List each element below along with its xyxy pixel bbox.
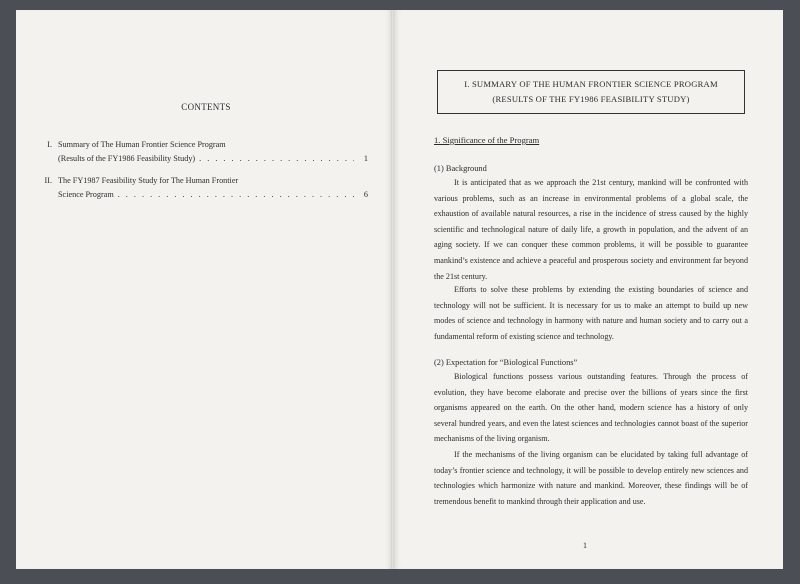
paragraph-biological-1: Biological functions possess various outstanding features. Through the process of evolution, they have become elaborate and precise over the billions of years since the first organisms appeared on the earth. On the other hand, modern science has a history of only several hundred years, and even the latest sciences and technologies cannot boast of the superior mechanisms of the living organism.: [434, 372, 748, 444]
toc-leader-dots: [199, 152, 354, 166]
chapter-title-line2: (RESULTS OF THE FY1986 FEASIBILITY STUDY): [492, 94, 690, 104]
contents-title: CONTENTS: [181, 102, 231, 112]
toc-page-number: 6: [363, 189, 368, 199]
page-number: 1: [583, 541, 587, 550]
toc-title-line: The FY1987 Feasibility Study for The Human Frontier: [58, 176, 239, 185]
toc-leader-dots: [118, 188, 354, 202]
toc-title-line: Science Program: [58, 189, 114, 199]
chapter-title-box: [437, 70, 745, 114]
paragraph-background-2: Efforts to solve these problems by extending the existing boundaries of science and technology will not be sufficient. It is necessary for us to make an attempt to build up new modes of science and technology in harmony with nature and human society and to carry out a fundamental reform of existing science and technology.: [434, 285, 748, 341]
toc-number: II.: [44, 176, 52, 185]
toc-page-number: 1: [363, 153, 368, 163]
paragraph-background-1: It is anticipated that as we approach the 21st century, mankind will be confronted with various problems, such as an increase in environmental problems of a global scale, the exhaustion of available natural resources, a rise in the incidence of stress caused by the highly scientific and technological nature of daily life, a growth in population, and the advent of an aging society. If we can conquer these common problems, it will be possible to guarantee mankind’s existence and achieve a peaceful and prosperous society and environment far beyond the 21st century.: [434, 178, 748, 281]
subsection-heading-background: (1) Background: [434, 164, 487, 173]
paragraph-biological-2: If the mechanisms of the living organism can be elucidated by taking full advantage of today’s frontier science and technology, it will be possible to develop entirely new sciences and technologies which harmonize with nature and mankind. Moreover, these findings will be of tremendous benefit to mankind through their application and use.: [434, 450, 748, 506]
right-page: [393, 10, 783, 569]
chapter-title-line1: I. SUMMARY OF THE HUMAN FRONTIER SCIENCE PROGRAM: [464, 79, 718, 89]
section-heading: 1. Significance of the Program: [434, 135, 540, 145]
subsection-heading-biological-functions: (2) Expectation for “Biological Functions”: [434, 358, 578, 367]
toc-title-line: (Results of the FY1986 Feasibility Study): [58, 153, 196, 163]
toc-number: I.: [47, 140, 52, 149]
left-page: [16, 10, 393, 569]
toc-title-line: Summary of The Human Frontier Science Program: [58, 140, 226, 149]
